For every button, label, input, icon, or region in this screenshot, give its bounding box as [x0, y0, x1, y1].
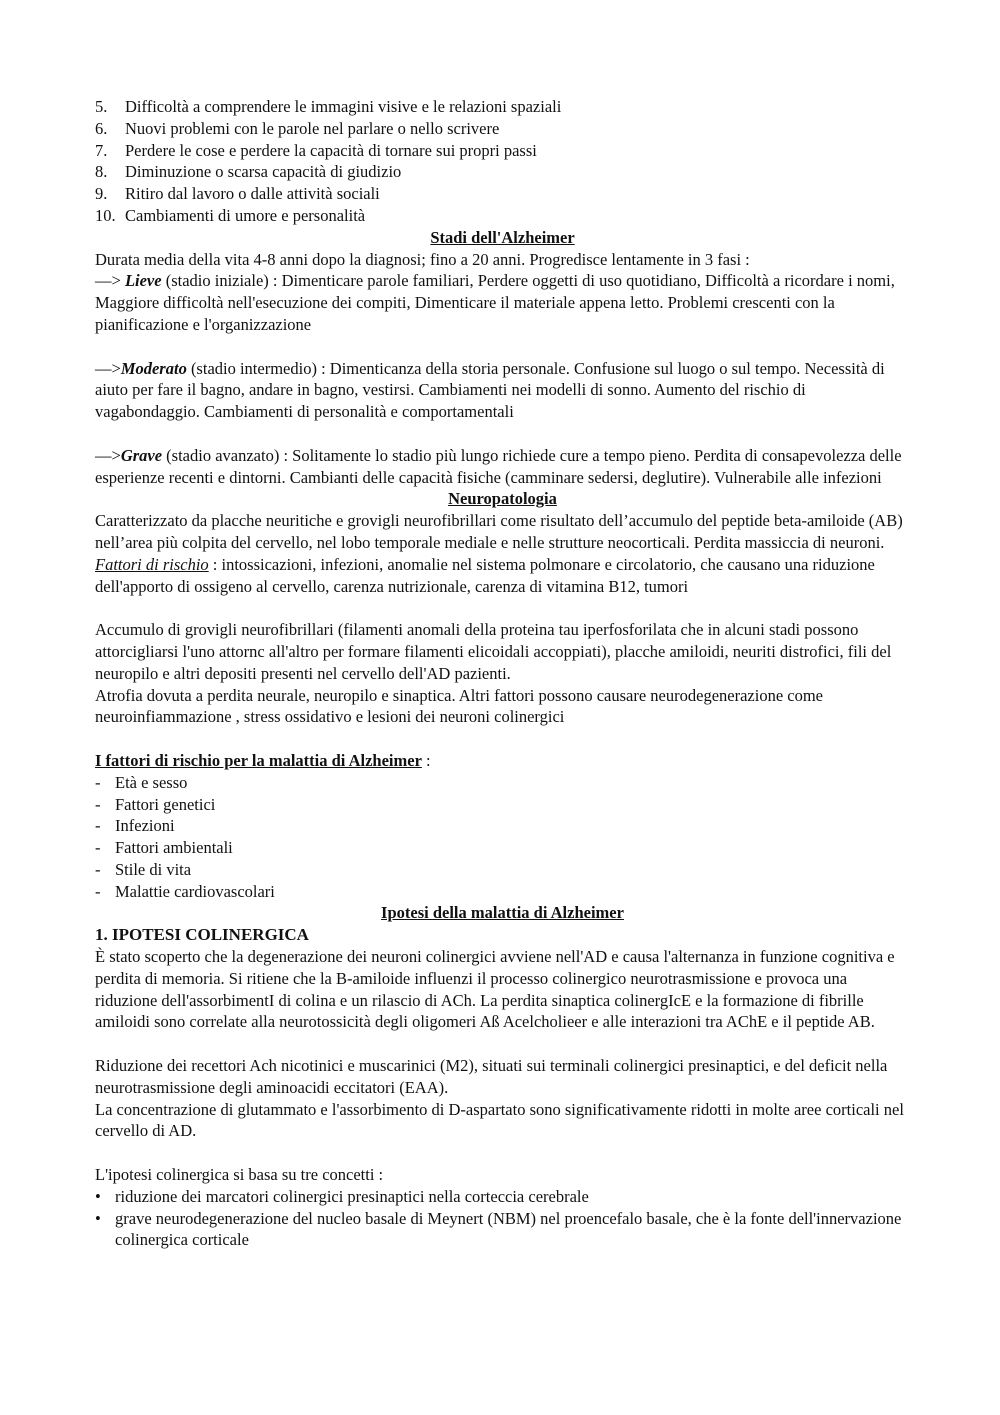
list-text: riduzione dei marcatori colinergici presinaptici nella corteccia cerebrale: [115, 1186, 589, 1206]
ipotesi-paragraph: È stato scoperto che la degenerazione dei neuroni colinergici avviene nell'AD e causa l'alternanza in funzione cognitiva e perdita di memoria. Si ritiene che la B-amiloide influenzi il processo colinergico neurotrasmissione e provoca una riduzione dell'assorbimentI di colina e un rilascio di ACh. La perdita sinaptica colinergIcE e la formazione di fibrille amiloidi sono correlate alla neurotossicità degli oligomeri Aß Acelcholieer e alle interazioni tra AChE e il peptide AB.: [95, 947, 895, 1032]
list-text: Stile di vita: [115, 859, 192, 879]
fattori-paragraph: [95, 554, 910, 598]
neuro-paragraph: Accumulo di grovigli neurofibrillari (filamenti anomali della proteina tau iperfosforilata che in alcuni stadi possono attorcigliarsi l'uno attornc all'altro per formare filamenti elicoidali accoppiati), placche amiloidi, neuriti distrofici, fili del neuropilo e altri depositi presenti nel cervello dell'AD pazienti.: [95, 620, 892, 683]
moderato-label: Moderato: [120, 358, 187, 378]
list-text: Diminuzione o scarsa capacità di giudizio: [125, 162, 402, 182]
list-number: 9.: [95, 184, 108, 204]
rischio-suffix: :: [421, 750, 431, 770]
moderato-text: (stadio intermedio) : Dimenticanza della storia personale. Confusione sul luogo o sul tempo. Necessità di aiuto per fare il bagno, andare in bagno, vestirsi. Cambiamenti nei modelli di sonno. Aumento del rischio di vagabondaggio. Cambiamenti di personalità e comportamentali: [95, 358, 885, 422]
arrow: —>: [95, 445, 121, 465]
fattori-label: Fattori di rischio: [95, 554, 209, 574]
stadi-heading: Stadi dell'Alzheimer: [430, 227, 575, 247]
lieve-text: (stadio iniziale) : Dimenticare parole familiari, Perdere oggetti di uso quotidiano, Difficoltà a ricordare i nomi, Maggiore difficoltà nell'esecuzione dei compiti, Dimenticare il materiale appena letto. Problemi crescenti con la pianificazione e l'organizzazione: [95, 271, 895, 334]
list-text: Fattori ambientali: [115, 838, 233, 858]
list-item: [95, 96, 910, 118]
list-item: [95, 772, 910, 794]
stadio-lieve: [95, 270, 910, 335]
neuro-paragraph: Atrofia dovuta a perdita neurale, neuropilo e sinaptica. Altri fattori possono causare neurodegenerazione come neuroinfiammazione , stress ossidativo e lesioni dei neuroni colinergici: [95, 685, 824, 727]
ipotesi-subheading: 1. IPOTESI COLINERGICA: [95, 925, 309, 945]
list-text: Perdere le cose e perdere la capacità di tornare sui propri passi: [125, 140, 537, 160]
dash-marker: -: [95, 794, 101, 814]
dash-marker: -: [95, 881, 101, 901]
list-text: Ritiro dal lavoro o dalle attività sociali: [125, 184, 380, 204]
lieve-label: Lieve: [124, 271, 162, 291]
ipotesi-paragraph: L'ipotesi colinergica si basa su tre concetti :: [95, 1165, 384, 1185]
list-item: [95, 205, 910, 227]
stadio-grave: [95, 445, 910, 489]
ipotesi-bullets: [95, 1186, 910, 1251]
dash-marker: -: [95, 838, 101, 858]
ipotesi-paragraph: La concentrazione di glutammato e l'assorbimento di D-aspartato sono significativamente ridotti in molte aree corticali nel cervello di AD.: [95, 1099, 904, 1141]
list-item: [95, 161, 910, 183]
list-item: [95, 837, 910, 859]
list-item: [95, 794, 910, 816]
list-number: 7.: [95, 140, 108, 160]
stadio-moderato: [95, 358, 910, 423]
fattori-text: : intossicazioni, infezioni, anomalie nel sistema polmonare e circolatorio, che causano una riduzione dell'apporto di ossigeno al cervello, carenza nutrizionale, carenza di vitamina B12, tumori: [95, 554, 875, 596]
stadi-intro: Durata media della vita 4-8 anni dopo la diagnosi; fino a 20 anni. Progredisce lentamente in 3 fasi :: [95, 249, 750, 269]
list-item: [95, 1186, 910, 1208]
list-item: [95, 183, 910, 205]
list-text: Malattie cardiovascolari: [115, 881, 275, 901]
dash-marker: -: [95, 816, 101, 836]
ipotesi-paragraph: Riduzione dei recettori Ach nicotinici e muscarinici (M2), situati sui terminali colinergici presinaptici, e del deficit nella neurotrasmissione degli aminoacidi eccitatori (EAA).: [95, 1056, 888, 1097]
dash-marker: -: [95, 772, 101, 792]
neuropatologia-heading: Neuropatologia: [448, 489, 557, 509]
rischio-heading-line: [95, 750, 910, 772]
ipotesi-heading: Ipotesi della malattia di Alzheimer: [381, 903, 624, 923]
document-page: [95, 96, 910, 1251]
list-text: Infezioni: [115, 816, 175, 836]
list-text: grave neurodegenerazione del nucleo basale di Meynert (NBM) nel proencefalo basale, che è la fonte dell'innervazione colinergica corticale: [115, 1208, 902, 1250]
arrow: —>: [95, 271, 125, 291]
list-text: Fattori genetici: [115, 794, 216, 814]
bullet-marker: •: [95, 1208, 101, 1228]
rischio-heading: I fattori di rischio per la malattia di Alzheimer: [95, 750, 422, 770]
list-number: 5.: [95, 97, 108, 116]
rischio-list: [95, 772, 910, 903]
list-text: Nuovi problemi con le parole nel parlare o nello scrivere: [125, 118, 500, 138]
list-text: Cambiamenti di umore e personalità: [125, 205, 366, 225]
neuro-paragraph: Caratterizzato da placche neuritiche e grovigli neurofibrillari come risultato dell’accumulo del peptide beta-amiloide (AB) nell’area più colpita del cervello, nel lobo temporale mediale e nelle strutture neocorticali. Perdita massiccia di neuroni.: [95, 511, 903, 552]
list-item: [95, 881, 910, 903]
list-text: Difficoltà a comprendere le immagini visive e le relazioni spaziali: [125, 97, 562, 116]
list-text: Età e sesso: [115, 772, 188, 792]
list-item: [95, 859, 910, 881]
numbered-list: [95, 96, 910, 227]
dash-marker: -: [95, 859, 101, 879]
list-number: 6.: [95, 118, 108, 138]
grave-text: (stadio avanzato) : Solitamente lo stadio più lungo richiede cure a tempo pieno. Perdita di consapevolezza delle esperienze recenti e dintorni. Cambianti delle capacità fisiche (camminare sedersi, deglutire). Vulnerabile alle infezioni: [95, 445, 902, 487]
list-item: [95, 140, 910, 162]
arrow: —>: [95, 358, 121, 378]
list-number: 10.: [95, 205, 116, 225]
grave-label: Grave: [120, 445, 163, 465]
list-number: 8.: [95, 162, 108, 182]
list-item: [95, 118, 910, 140]
list-item: [95, 1208, 910, 1252]
bullet-marker: •: [95, 1186, 101, 1206]
list-item: [95, 815, 910, 837]
